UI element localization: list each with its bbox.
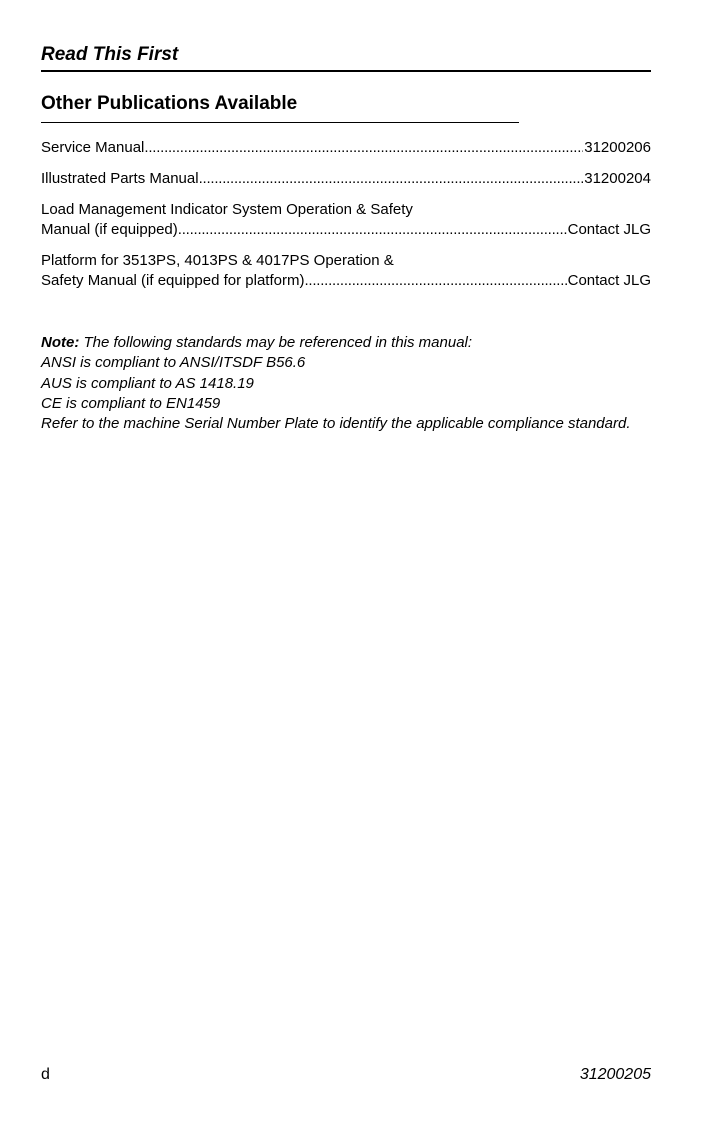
publication-number: Contact JLG <box>567 221 651 238</box>
leader-dots <box>144 138 583 158</box>
publication-line <box>41 220 651 240</box>
publication-item-service-manual <box>41 138 651 158</box>
document-number: 31200205 <box>579 1066 651 1083</box>
note-line-refer: Refer to the machine Serial Number Plate to identify the applicable compliance standard. <box>41 415 631 433</box>
standards-note <box>41 333 651 434</box>
page-letter: d <box>41 1066 50 1083</box>
publication-title-line: Platform for 3513PS, 4013PS & 4017PS Operation & <box>41 252 394 269</box>
publication-title-line: Load Management Indicator System Operation & Safety <box>41 201 413 218</box>
publications-list <box>41 138 651 302</box>
publication-name: Illustrated Parts Manual <box>41 170 199 187</box>
note-line-ansi: ANSI is compliant to ANSI/ITSDF B56.6 <box>41 354 306 372</box>
leader-dots <box>199 169 584 189</box>
publication-name: Service Manual <box>41 139 145 156</box>
note-intro: The following standards may be referenced in this manual: <box>79 334 473 351</box>
note-line-ce: CE is compliant to EN1459 <box>41 394 221 412</box>
leader-dots <box>304 271 566 291</box>
publication-line <box>41 138 651 158</box>
publication-item-platform <box>41 251 651 291</box>
publications-heading <box>41 93 519 123</box>
publication-item-load-management <box>41 200 651 240</box>
publications-heading-text: Other Publications Available <box>41 93 298 114</box>
note-intro-line <box>41 333 651 353</box>
publication-number: Contact JLG <box>567 272 651 289</box>
publication-number: 31200206 <box>584 139 651 156</box>
leader-dots <box>178 220 567 240</box>
note-label: Note: <box>41 334 80 351</box>
publication-name: Safety Manual (if equipped for platform) <box>41 272 305 289</box>
publication-number: 31200204 <box>584 170 651 187</box>
publication-name: Manual (if equipped) <box>41 221 178 238</box>
publication-line <box>41 271 651 291</box>
section-header <box>41 44 651 72</box>
publication-line <box>41 169 651 189</box>
publication-item-illustrated-parts-manual <box>41 169 651 189</box>
section-title: Read This First <box>41 44 179 65</box>
note-line-aus: AUS is compliant to AS 1418.19 <box>41 374 254 392</box>
